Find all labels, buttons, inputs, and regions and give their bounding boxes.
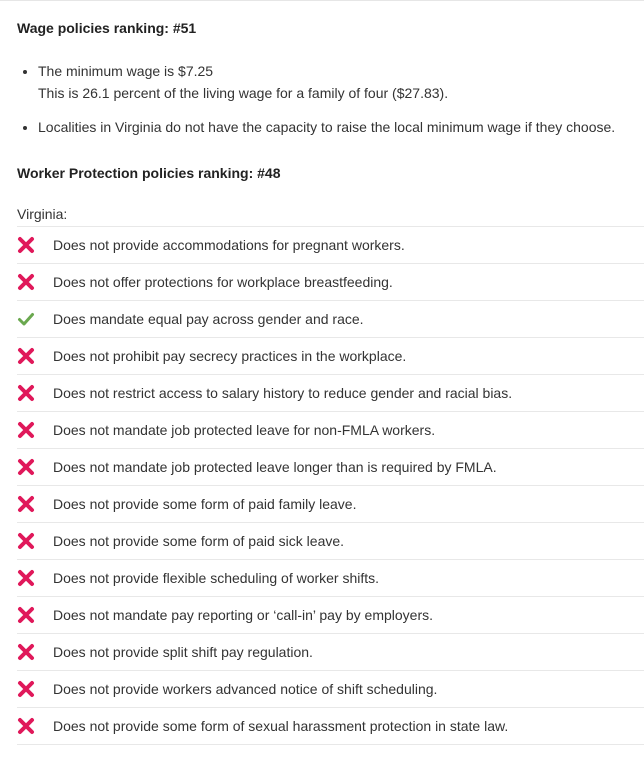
policy-row (17, 449, 644, 486)
x-icon (17, 264, 53, 300)
x-icon (17, 375, 53, 411)
policy-row (17, 560, 644, 597)
policy-row (17, 375, 644, 412)
policy-text: Does not provide some form of paid sick leave. (53, 533, 345, 549)
list-item (38, 116, 644, 138)
policy-row (17, 301, 644, 338)
list-item (38, 60, 644, 104)
policy-text: Does not provide accommodations for pregnant workers. (53, 237, 405, 253)
wage-facts-list (17, 60, 644, 138)
wage-ranking-title: Wage policies ranking: #51 (17, 20, 197, 36)
policy-row (17, 486, 644, 523)
x-icon (17, 227, 53, 263)
policy-text: Does not provide some form of sexual harassment protection in state law. (53, 718, 509, 734)
policy-row (17, 264, 644, 301)
living-wage-text: This is 26.1 percent of the living wage for a family of four ($27.83). (38, 85, 449, 101)
x-icon (17, 560, 53, 596)
policy-row (17, 708, 644, 745)
policy-text: Does not restrict access to salary history to reduce gender and racial bias. (53, 385, 513, 401)
x-icon (17, 412, 53, 448)
policy-row (17, 412, 644, 449)
policy-text: Does mandate equal pay across gender and race. (53, 311, 364, 327)
x-icon (17, 597, 53, 633)
x-icon (17, 449, 53, 485)
policy-text: Does not mandate job protected leave for non-FMLA workers. (53, 422, 436, 438)
worker-protection-ranking-title: Worker Protection policies ranking: #48 (17, 165, 281, 181)
x-icon (17, 486, 53, 522)
x-icon (17, 338, 53, 374)
policy-row (17, 523, 644, 560)
policy-text: Does not mandate pay reporting or ‘call-in’ pay by employers. (53, 607, 434, 623)
policy-text: Does not mandate job protected leave longer than is required by FMLA. (53, 459, 497, 475)
x-icon (17, 671, 53, 707)
localities-text: Localities in Virginia do not have the capacity to raise the local minimum wage if they choose. (38, 119, 616, 135)
policy-text: Does not prohibit pay secrecy practices in the workplace. (53, 348, 407, 364)
x-icon (17, 634, 53, 670)
policy-text: Does not provide some form of paid family leave. (53, 496, 357, 512)
policy-text: Does not provide flexible scheduling of worker shifts. (53, 570, 380, 586)
min-wage-text: The minimum wage is $7.25 (38, 63, 214, 79)
policy-row (17, 597, 644, 634)
policy-row (17, 338, 644, 375)
page-content (0, 1, 644, 745)
policy-row (17, 634, 644, 671)
policy-row (17, 671, 644, 708)
policy-text: Does not provide workers advanced notice of shift scheduling. (53, 681, 438, 697)
policy-text: Does not offer protections for workplace breastfeeding. (53, 274, 393, 290)
state-label: Virginia: (17, 206, 68, 222)
x-icon (17, 708, 53, 744)
check-icon (17, 301, 53, 337)
policy-row (17, 227, 644, 264)
policy-list (17, 226, 644, 745)
policy-text: Does not provide split shift pay regulation. (53, 644, 313, 660)
x-icon (17, 523, 53, 559)
